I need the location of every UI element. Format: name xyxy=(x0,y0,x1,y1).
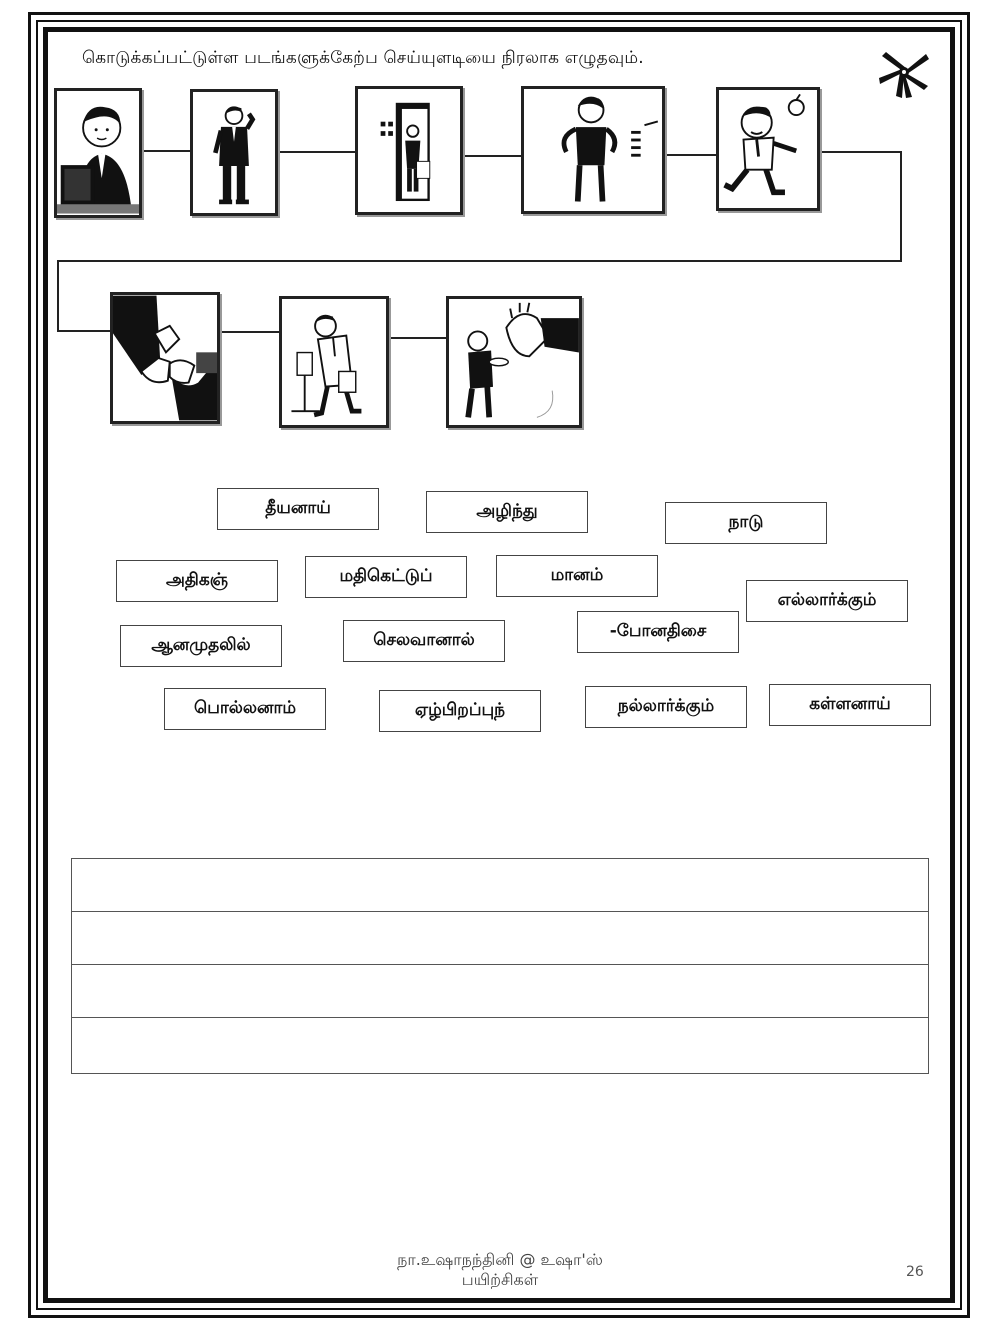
hand-rejecting-beggar-picture xyxy=(446,296,582,428)
instruction-text: கொடுக்கப்பட்டுள்ள படங்களுக்கேற்ப செய்யுளடியை நிரலாக எழுதவும். xyxy=(82,48,644,68)
connector-line xyxy=(57,330,111,332)
word-tile[interactable]: ஏழ்பிறப்புந் xyxy=(379,690,541,732)
answer-line-3[interactable] xyxy=(72,965,928,1018)
word-tile[interactable]: நாடு xyxy=(665,502,827,544)
word-tile[interactable]: எல்லார்க்கும் xyxy=(746,580,908,622)
man-at-computer-picture xyxy=(54,88,142,218)
word-tile[interactable]: ஆனமுதலில் xyxy=(120,625,282,667)
answer-line-2[interactable] xyxy=(72,912,928,965)
connector-line xyxy=(57,260,902,262)
connector-line xyxy=(388,337,448,339)
answer-line-4[interactable] xyxy=(72,1018,928,1071)
man-on-phone-picture xyxy=(190,89,278,216)
connector-line xyxy=(900,151,902,261)
word-tile[interactable]: அதிகஞ் xyxy=(116,560,278,602)
man-running-picture xyxy=(716,87,820,211)
connector-line xyxy=(218,331,280,333)
connector-line xyxy=(664,154,718,156)
word-tile[interactable]: அழிந்து xyxy=(426,491,588,533)
team-hands-icon xyxy=(876,44,932,100)
word-tile[interactable]: மானம் xyxy=(496,555,658,597)
connector-line xyxy=(462,155,522,157)
word-tile[interactable]: தீயனாய் xyxy=(217,488,379,530)
word-tile[interactable]: நல்லார்க்கும் xyxy=(585,686,747,728)
word-tile[interactable]: பொல்லனாம் xyxy=(164,688,326,730)
answer-area xyxy=(71,858,929,1074)
man-leaving-door-picture xyxy=(355,86,463,215)
page-number: 26 xyxy=(906,1264,924,1280)
footer-author: நா.உஷாநந்தினி @ உஷா'ஸ் xyxy=(397,1250,603,1269)
word-tile[interactable]: மதிகெட்டுப் xyxy=(305,556,467,598)
money-handshake-picture xyxy=(110,292,220,424)
connector-line xyxy=(57,260,59,331)
answer-line-1[interactable] xyxy=(72,859,928,912)
word-tile[interactable]: செலவானால் xyxy=(343,620,505,662)
word-tile[interactable]: -போனதிசை xyxy=(577,611,739,653)
word-tile[interactable]: கள்ளனாய் xyxy=(769,684,931,726)
connector-line xyxy=(818,151,902,153)
man-walking-away-picture xyxy=(279,296,389,428)
connector-line xyxy=(276,151,356,153)
man-thinking-picture xyxy=(521,86,665,214)
footer-subtitle: பயிற்சிகள் xyxy=(461,1270,539,1289)
connector-line xyxy=(140,150,192,152)
